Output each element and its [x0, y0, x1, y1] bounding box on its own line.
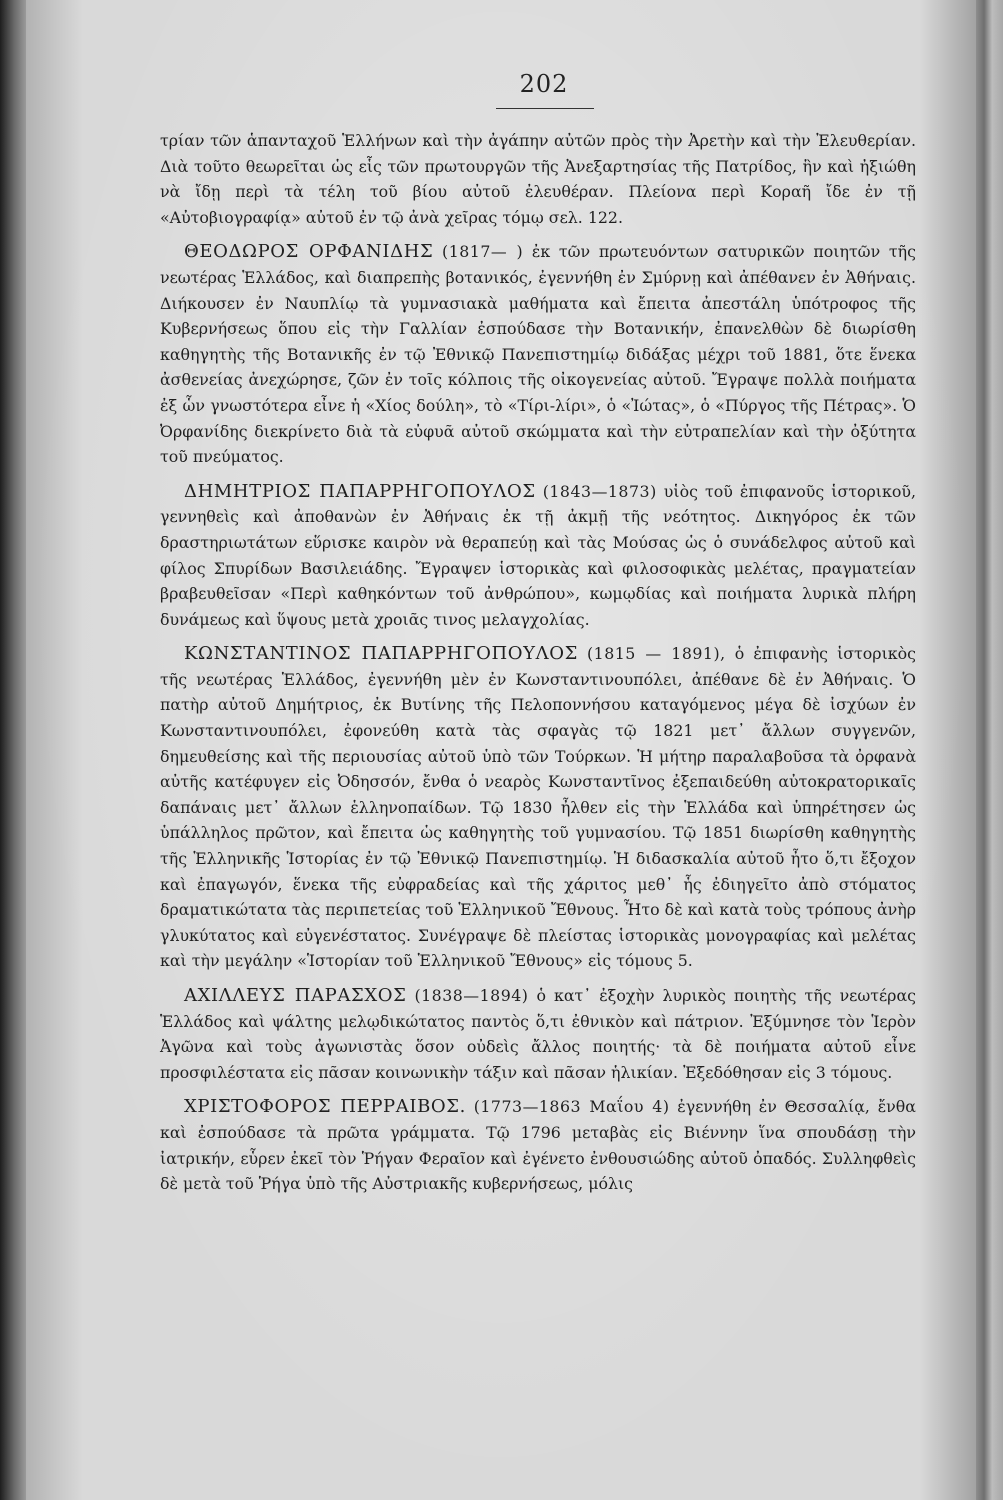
entry-dates: (1843—1873): [542, 481, 657, 501]
entry-text: ἐγεννήθη ἐν Θεσσαλίᾳ, ἔνθα καὶ ἐσπούδασε τὰ πρῶτα γράμματα. Τῷ 1796 μεταβὰς εἰς Βιέννην ἵνα σπουδάσῃ τὴν ἰατρικήν, εὗρεν ἐκεῖ τὸν Ῥήγαν Φεραῖον καὶ ἐγένετο ἐνθουσιώδης αὐτοῦ ὀπαδός. Συλληφθεὶς δὲ μετὰ τοῦ Ῥήγα ὑπὸ τῆς Αὐστριακῆς κυβερνήσεως, μόλις: [160, 1097, 916, 1194]
page-edge-right: [976, 0, 1003, 1500]
page-number-rule: [496, 108, 594, 109]
entry-heading: ΧΡΙΣΤΟΦΟΡΟΣ ΠΕΡΡΑΙΒΟΣ.: [184, 1096, 466, 1118]
entry-text: ἐκ τῶν πρωτευόντων σατυρικῶν ποιητῶν τῆς νεωτέρας Ἑλλάδος, καὶ διαπρεπὴς βοτανικός, ἐγεννήθη ἐν Σμύρνῃ καὶ ἀπέθανεν ἐν Ἀθήναις. Διήκουσεν ἐν Ναυπλίῳ τὰ γυμνασιακὰ μαθήματα καὶ ἔπειτα ἀπεστάλη ὑπότροφος τῆς Κυβερνήσεως ὅπου εἰς τὴν Γαλλίαν ἐσπούδασε τὴν Βοτανικήν, ἐπανελθὼν δὲ διωρίσθη καθηγητὴς τῆς Βοτανικῆς ἐν τῷ Ἐθνικῷ Πανεπιστημίῳ διδάξας μέχρι τοῦ 1881, ὅτε ἕνεκα ἀσθενείας ἀνεχώρησε, ζῶν ἐν τοῖς κόλποις τῆς οἰκογενείας αὐτοῦ. Ἔγραψε πολλὰ ποιήματα ἐξ ὧν γνωστότερα εἶνε ἡ «Χίος δούλη», τὸ «Τίρι-λίρι», ὁ «Ἰώτας», ὁ «Πύργος τῆς Πέτρας». Ὁ Ὀρφανίδης διεκρίνετο διὰ τὰ εὐφυᾶ αὐτοῦ σκώμματα καὶ τὴν εὐτραπελίαν καὶ τὴν ὀξύτητα τοῦ πνεύματος.: [160, 242, 916, 467]
entry-text: τρίαν τῶν ἁπανταχοῦ Ἑλλήνων καὶ τὴν ἀγάπην αὐτῶν πρὸς τὴν Ἀρετὴν καὶ τὴν Ἐλευθερίαν. Διὰ τοῦτο θεωρεῖται ὡς εἷς τῶν πρωτουργῶν τῆς Ἀνεξαρτησίας τῆς Πατρίδος, ἣν καὶ ἠξιώθη νὰ ἴδῃ περὶ τὰ τέλη τοῦ βίου αὐτοῦ ἐλευθέραν. Πλείονα περὶ Κοραῆ ἴδε ἐν τῇ «Αὐτοβιογραφίᾳ» αὐτοῦ ἐν τῷ ἀνὰ χεῖρας τόμῳ σελ. 122.: [160, 131, 916, 227]
entry-continuation: [160, 128, 916, 230]
entry-heading: ΔΗΜΗΤΡΙΟΣ ΠΑΠΑΡΡΗΓΟΠΟΥΛΟΣ: [184, 480, 536, 502]
entry-text: υἱὸς τοῦ ἐπιφανοῦς ἱστορικοῦ, γεννηθεὶς καὶ ἀποθανὼν ἐν Ἀθήναις ἐκ τῇ ἀκμῇ τῆς νεότητος. Δικηγόρος ἐκ τῶν δραστηριωτάτων εὕρισκε καιρὸν νὰ θεραπεύῃ καὶ τὰς Μούσας ὡς ὁ συνάδελφος αὐτοῦ καὶ φίλος Σπυρίδων Βασιλειάδης. Ἔγραψεν ἱστορικὰς καὶ φιλοσοφικὰς μελέτας, πραγματείαν βραβευθεῖσαν «Περὶ καθηκόντων τοῦ ἀνθρώπου», κωμῳδίας καὶ ποιήματα λυρικὰ πλήρη δυνάμεως καὶ ὕψους μετὰ χροιᾶς τινος μελαγχολίας.: [160, 481, 916, 629]
entry-dates: (1773—1863 Μαΐου 4): [473, 1097, 670, 1117]
entry-dates: (1838—1894): [414, 986, 529, 1005]
page-text: [160, 128, 916, 1206]
entry-konstantinos-paparrigopoulos: [160, 641, 916, 974]
page-number: 202: [519, 70, 569, 98]
entry-dimitrios-paparrigopoulos: [160, 479, 916, 633]
entry-dates: (1817— ): [442, 242, 524, 262]
entry-perraivos: [160, 1094, 916, 1196]
entry-heading: ΑΧΙΛΛΕΥΣ ΠΑΡΑΣΧΟΣ: [184, 985, 407, 1006]
entry-paraschos: [160, 983, 916, 1085]
entry-text: ὁ ἐπιφανὴς ἱστορικὸς τῆς νεωτέρας Ἑλλάδος, ἐγεννήθη μὲν ἐν Κωνσταντινουπόλει, ἀπέθανε δὲ ἐν Ἀθήναις. Ὁ πατὴρ αὐτοῦ Δημήτριος, ἐκ Βυτίνης τῆς Πελοποννήσου καταγόμενος μέγα δὲ ἰσχύων ἐν Κωνσταντινουπόλει, ἐφονεύθη κατὰ τὰς σφαγὰς τῷ 1821 μετ᾽ ἄλλων συγγενῶν, δημευθείσης καὶ τῆς περιουσίας αὐτοῦ ὑπὸ τῶν Τούρκων. Ἡ μήτηρ παραλαβοῦσα τὰ ὀρφανὰ αὐτῆς κατέφυγεν εἰς Ὀδησσόν, ἔνθα ὁ νεαρὸς Κωνσταντῖνος ἐξεπαιδεύθη αὐτοκρατορικαῖς δαπάναις μετ᾽ ἄλλων ἑλληνοπαίδων. Τῷ 1830 ἦλθεν εἰς τὴν Ἑλλάδα καὶ ὑπηρέτησεν ὡς ὑπάλληλος πρῶτον, καὶ ἔπειτα ὡς καθηγητὴς τοῦ γυμνασίου. Τῷ 1851 διωρίσθη καθηγητὴς τῆς Ἑλληνικῆς Ἱστορίας ἐν τῷ Ἐθνικῷ Πανεπιστημίῳ. Ἡ διδασκαλία αὐτοῦ ἦτο ὅ,τι ἔξοχον καὶ ἐπαγωγόν, ἕνεκα τῆς εὐφραδείας καὶ τῆς χάριτος μεθ᾽ ἧς ἐδιηγεῖτο ἀπὸ στόματος δραματικώτατα τὰς περιπετείας τοῦ Ἑλληνικοῦ Ἔθνους. Ἦτο δὲ καὶ κατὰ τοὺς τρόπους ἀνὴρ γλυκύτατος καὶ εὐγενέστατος. Συνέγραψε δὲ πλείστας ἱστορικὰς μονογραφίας καὶ μελέτας καὶ τὴν μεγάλην «Ἱστορίαν τοῦ Ἑλληνικοῦ Ἔθνους» εἰς τόμους 5.: [160, 644, 917, 971]
entry-dates: (1815 — 1891),: [586, 644, 726, 664]
entry-text: ὁ κατ᾽ ἐξοχὴν λυρικὸς ποιητὴς τῆς νεωτέρας Ἑλλάδος καὶ ψάλτης μελῳδικώτατος παντὸς ὅ,τι ἐθνικὸν καὶ πάτριον. Ἐξύμνησε τὸν Ἱερὸν Ἀγῶνα καὶ τοὺς ἀγωνιστὰς ὅσον οὐδεὶς ἄλλος ποιητής· τὰ δὲ ποιήματα αὐτοῦ εἶνε προσφιλέστατα εἰς πᾶσαν κοινωνικὴν τάξιν καὶ πᾶσαν ἡλικίαν. Ἐξεδόθησαν εἰς 3 τόμους.: [160, 986, 916, 1082]
binding-shadow-left: [0, 0, 26, 1500]
entry-heading: ΚΩΝΣΤΑΝΤΙΝΟΣ ΠΑΠΑΡΡΗΓΟΠΟΥΛΟΣ: [184, 643, 578, 665]
entry-orfanidis: [160, 239, 916, 469]
entry-heading: ΘΕΟΔΩΡΟΣ ΟΡΦΑΝΙΔΗΣ: [184, 241, 434, 263]
